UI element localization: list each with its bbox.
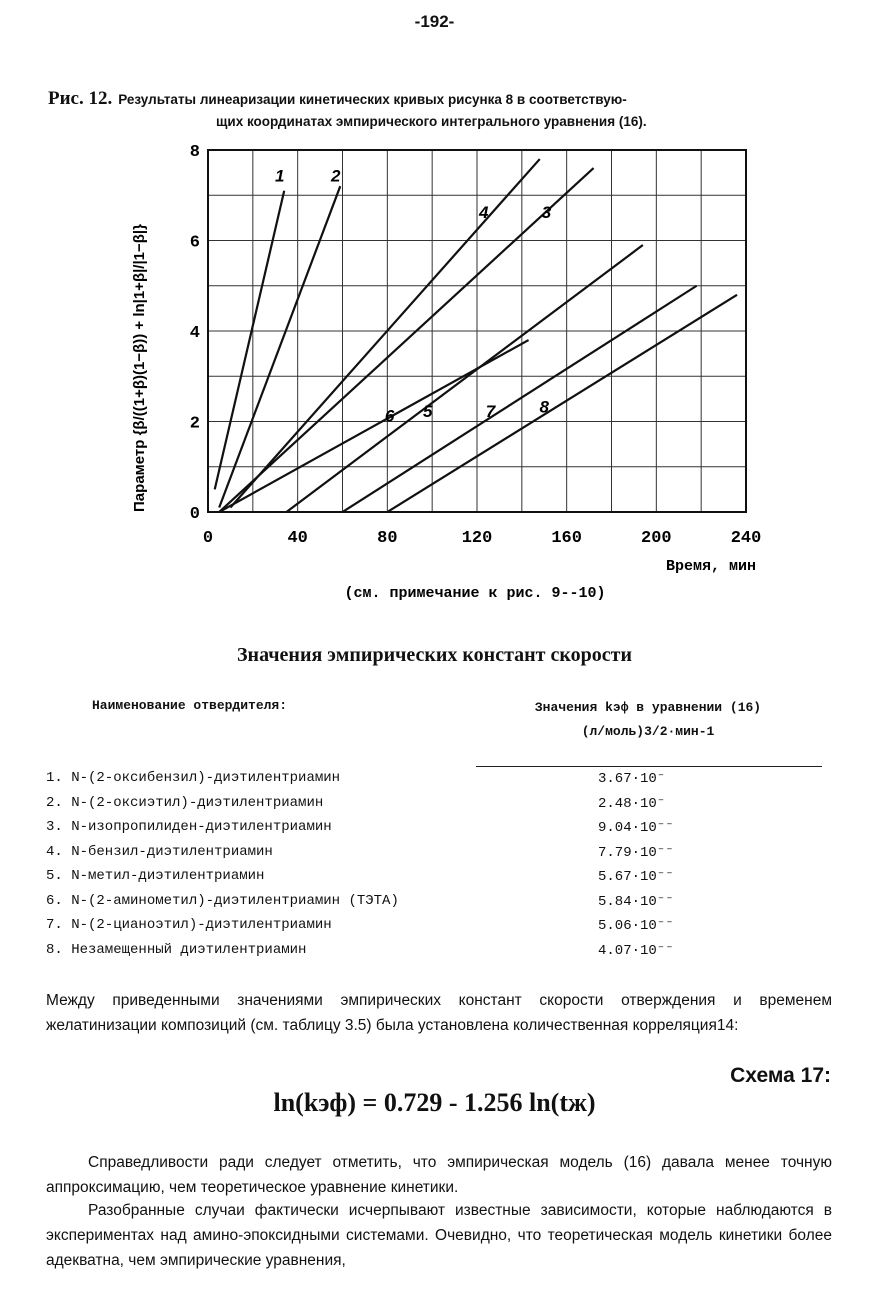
y-tick-labels bbox=[190, 143, 200, 524]
figure-label: Рис. 12. bbox=[48, 88, 113, 109]
series-labels bbox=[275, 167, 552, 426]
rate-constant: 3.67·10⁻ bbox=[598, 771, 666, 787]
series-line-7 bbox=[343, 286, 697, 512]
linearization-chart bbox=[120, 138, 780, 618]
series-line-8 bbox=[384, 295, 737, 512]
hardener-name: 7. N-(2-цианоэтил)-диэтилентриамин bbox=[46, 917, 332, 933]
series-line-3 bbox=[219, 168, 593, 512]
y-tick-label: 4 bbox=[189, 324, 200, 343]
x-tick-label: 0 bbox=[202, 529, 214, 548]
hardener-name: 6. N-(2-аминометил)-диэтилентриамин (ТЭТА) bbox=[46, 892, 399, 909]
formula: ln(kэф) = 0.729 - 1.256 ln(tж) bbox=[273, 1088, 596, 1117]
series-label-5: 5 bbox=[422, 401, 433, 421]
y-tick-label: 8 bbox=[189, 143, 200, 162]
y-axis-label: Параметр {β/((1+β)(1−β)) + ln|1+β|/|1−β|} bbox=[131, 224, 148, 512]
x-tick-label: 240 bbox=[730, 529, 762, 548]
hardener-name: 8. Незамещенный диэтилентриамин bbox=[46, 941, 307, 958]
rate-constant: 5.06·10⁻⁻ bbox=[598, 918, 674, 934]
table-row bbox=[46, 868, 826, 892]
table-row bbox=[46, 844, 826, 868]
paragraph-1: Между приведенными значениями эмпирических констант скорости отверждения и временем желатинизации композиций (см. таблицу 3.5) была установлена количественная корреляция14: bbox=[46, 992, 832, 1034]
x-axis-label: Время, мин bbox=[665, 558, 756, 575]
hardener-name: 2. N-(2-оксиэтил)-диэтилентриамин bbox=[46, 794, 324, 811]
caption-line-2: щих координатах эмпирического интегрального уравнения (16). bbox=[216, 114, 647, 129]
x-tick-label: 160 bbox=[551, 529, 582, 548]
series-lines bbox=[215, 159, 737, 512]
x-tick-label: 120 bbox=[461, 529, 493, 548]
table-title: Значения эмпирических констант скорости bbox=[237, 644, 632, 666]
table-row bbox=[46, 795, 826, 819]
series-label-6: 6 bbox=[384, 406, 395, 426]
table-row bbox=[46, 893, 826, 917]
series-line-1 bbox=[215, 191, 284, 490]
chart-note: (см. примечание к рис. 9--10) bbox=[344, 585, 606, 602]
rate-constant: 5.84·10⁻⁻ bbox=[598, 893, 674, 910]
table-header-name: Наименование отвердителя: bbox=[92, 698, 288, 713]
series-line-4 bbox=[230, 159, 539, 507]
series-label-3: 3 bbox=[541, 202, 552, 222]
paragraph-2: Справедливости ради следует отметить, что эмпирическая модель (16) давала менее точную аппроксимацию, чем теоретическое уравнение кинетики. bbox=[46, 1154, 832, 1196]
table-row bbox=[46, 942, 826, 966]
series-line-2 bbox=[219, 186, 340, 507]
table-rule bbox=[476, 766, 822, 767]
rate-constant: 2.48·10⁻ bbox=[598, 795, 666, 812]
series-label-1: 1 bbox=[274, 166, 285, 186]
table-header-value bbox=[478, 696, 818, 744]
figure-caption bbox=[48, 88, 838, 133]
chart-grid bbox=[208, 150, 746, 512]
x-tick-label: 200 bbox=[641, 529, 672, 548]
y-tick-label: 0 bbox=[189, 505, 200, 524]
caption-line-1: Результаты линеаризации кинетических кривых рисунка 8 в соответствую- bbox=[118, 92, 627, 107]
hardener-name: 4. N-бензил-диэтилентриамин bbox=[46, 843, 273, 860]
series-label-2: 2 bbox=[331, 166, 341, 186]
hardener-name: 5. N-метил-диэтилентриамин bbox=[46, 868, 265, 884]
table-row bbox=[46, 819, 826, 843]
table-header-value-line2: (л/моль)3/2·мин-1 bbox=[581, 724, 715, 739]
series-label-7: 7 bbox=[485, 401, 496, 421]
scheme-label: Схема 17: bbox=[730, 1064, 831, 1087]
y-tick-label: 6 bbox=[189, 233, 200, 253]
table-row bbox=[46, 917, 826, 941]
page-number: -192- bbox=[414, 12, 455, 31]
series-label-8: 8 bbox=[539, 397, 549, 417]
table-header-value-line1: Значения kэф в уравнении (16) bbox=[534, 700, 762, 715]
rate-constant: 4.07·10⁻⁻ bbox=[598, 942, 674, 959]
x-tick-label: 80 bbox=[377, 529, 398, 548]
hardener-name: 3. N-изопропилиден-диэтилентриамин bbox=[46, 819, 332, 835]
rate-constant: 5.67·10⁻⁻ bbox=[598, 869, 674, 885]
rate-constant: 9.04·10⁻⁻ bbox=[598, 820, 674, 836]
x-tick-label: 40 bbox=[287, 529, 308, 548]
rate-constant: 7.79·10⁻⁻ bbox=[598, 844, 674, 861]
x-tick-labels bbox=[203, 529, 761, 548]
table-row bbox=[46, 770, 826, 794]
series-line-6 bbox=[219, 340, 528, 512]
hardener-name: 1. N-(2-оксибензил)-диэтилентриамин bbox=[46, 770, 341, 786]
series-label-4: 4 bbox=[478, 202, 489, 222]
y-tick-label: 2 bbox=[189, 414, 200, 434]
paragraph-3: Разобранные случаи фактически исчерпывают известные зависимости, которые наблюдаются в экспериментах над амино-эпоксидными системами. Очевидно, что теоретическая модель кинетики более адекватна, чем эмпирические уравнения, bbox=[46, 1202, 832, 1269]
